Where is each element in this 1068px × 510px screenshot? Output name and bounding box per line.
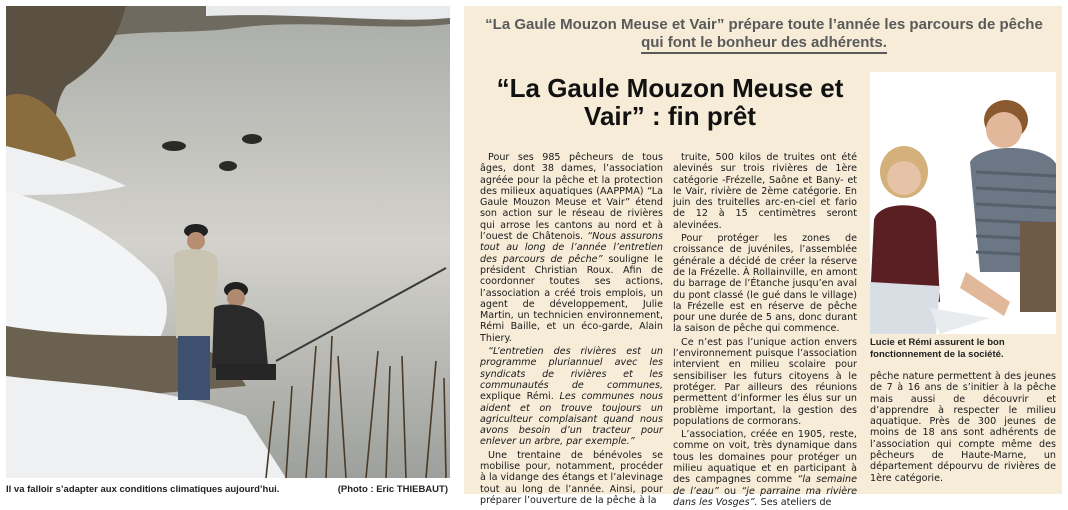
quote: “L’entretien des rivières est un programme pluriannuel avec les syndicats de rivières et les communautés de communes, (480, 346, 663, 391)
quote: “je parraine ma rivière dans les Vosges”. (673, 485, 857, 508)
kicker (474, 16, 1054, 52)
text: ou (724, 485, 737, 497)
article-panel (464, 6, 1062, 508)
paragraph (480, 346, 663, 448)
paragraph: Une trentaine de bénévoles se mobilise pour, notamment, procéder à la vidange des étangs et l’alevinage tout au long de l’année. Ainsi, pour préparer l’ouverture de la pêche à la (480, 449, 663, 506)
text: Pour ses 985 pêcheurs de tous âges, dont 38 dames, l’association agréée pour la pêche et la protection des milieux aquatiques (AAPPMA) “La Gaule Mouzon Meuse et Vair” étend son action sur le réseau de rivières qui arrose les cantons au nord et à l’ouest de Châtenois. (480, 152, 663, 243)
article-column-3 (870, 371, 1056, 486)
kicker-line-2: qui font le bonheur des adhérents. (641, 34, 887, 54)
photo-lucie-remi (870, 72, 1056, 334)
article-column-1 (480, 152, 663, 508)
paragraph (480, 152, 663, 344)
quote: “la semaine de l’eau” (673, 474, 857, 497)
quote: “Nous assurons tout au long de l’année l’entretien des parcours de pêche” (480, 231, 663, 265)
left-photo-caption (6, 484, 450, 495)
paragraph: pêche nature permettent à des jeunes de 7 à 16 ans de s’initier à la pêche mais aussi de découvrir et d’apprendre à respecter le milieu aquatique. Près de 300 jeunes de moins de 18 ans sont adhérents de l’association qui compte même des pêcheurs de Haute-Marne, un département dépourvu de rivières de 1ère catégorie. (870, 371, 1056, 484)
paragraph: Ce n’est pas l’unique action envers l’environnement puisque l’association intervient en milieu scolaire pour sensibiliser les futurs citoyens à le protéger. Par ailleurs des réunions permettent d’informer les élus sur un problème important, la gestion des populations de cormorans. (673, 336, 857, 427)
photo-river-anglers (6, 6, 450, 478)
text: explique Rémi. (480, 391, 554, 403)
right-photo-caption: Lucie et Rémi assurent le bon fonctionnement de la société. (870, 337, 1005, 360)
river-scene-illustration (6, 6, 450, 478)
photo-credit: (Photo : Eric THIEBAUT) (337, 484, 448, 495)
paragraph: truite, 500 kilos de truites ont été alevinés sur trois rivières de 1ère catégorie -Frézelle, Saône et Bany- et le Vair, rivière de 2ème catégorie. En juin des truitelles arc-en-ciel et fario de 12 à 15 centimètres seront alevinées. (673, 152, 857, 231)
paragraph (673, 429, 857, 508)
paragraph: Pour protéger les zones de croissance de juvéniles, l’assemblée générale a décidé de créer la réserve de la Frézelle. À Rollainville, en amont du barrage de l’Étanche jusqu’en aval du pont classé (le gué dans le village) la Frézelle est en réserve de pêche pour une durée de 5 ans, donc durant la saison de pêche qui commence. (673, 233, 857, 335)
text: Ses ateliers de (760, 496, 832, 508)
headline: “La Gaule Mouzon Meuse et Vair” : fin prêt (496, 73, 844, 131)
text: souligne le président Christian Roux. Afin de coordonner toutes ses actions, l’association a créé trois emplois, un agent de développement, Julie Martin, un technicien environnement, Rémi Baille, et un éco-garde, Alain Thiery. (480, 253, 663, 344)
office-scene-illustration (870, 72, 1056, 334)
kicker-line-1: “La Gaule Mouzon Meuse et Vair” prépare toute l’année les parcours de pêche (485, 16, 1043, 33)
caption-text: Il va falloir s’adapter aux conditions climatiques aujourd’hui. (6, 484, 280, 495)
quote: Les communes nous aident et on trouve toujours un agriculteur complaisant quand nous avons besoin d’un tracteur pour enlever un arbre, par exemple.” (480, 391, 663, 448)
article-column-2 (673, 152, 857, 510)
text: L’association, créée en 1905, reste, comme on voit, très dynamique dans tous les domaines pour protéger un milieu aquatique et en participant à des campagnes comme (673, 429, 857, 486)
